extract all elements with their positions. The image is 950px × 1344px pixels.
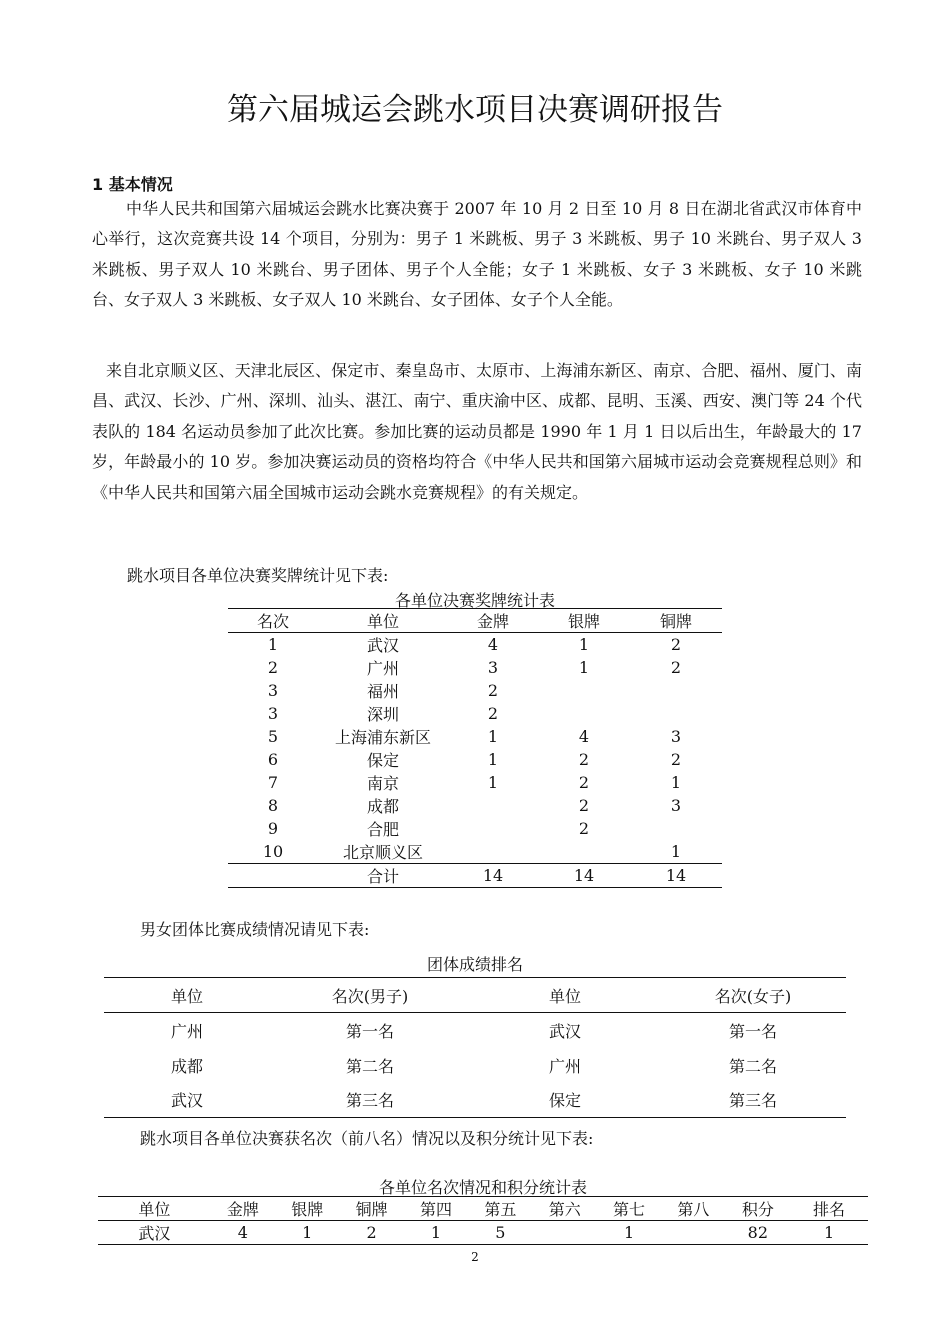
table-cell: 4	[578, 727, 590, 746]
team-table-header	[104, 978, 846, 1013]
table-cell	[448, 794, 538, 817]
table-cell: 第三名	[345, 1091, 394, 1111]
header-cell: 单位	[548, 986, 581, 1006]
table-cell: 保定	[548, 1091, 581, 1111]
table-cell: 武汉	[138, 1224, 171, 1243]
table-cell: 1	[623, 1223, 635, 1242]
page-number: 2	[471, 1250, 479, 1264]
header-cell: 名次(男子)	[331, 986, 409, 1006]
table-cell: 1	[267, 635, 279, 654]
table-cell: 1	[670, 842, 682, 861]
table-cell: 2	[487, 704, 499, 723]
table-cell: 2	[670, 658, 682, 677]
table-row	[104, 1048, 846, 1083]
score-table	[98, 1196, 868, 1245]
table-cell: 北京顺义区	[342, 843, 423, 862]
table-cell	[630, 702, 722, 725]
header-cell: 单位	[170, 986, 203, 1006]
team-table-caption: 团体成绩排名	[426, 955, 523, 974]
paragraph-teams: 来自北京顺义区、天津北辰区、保定市、秦皇岛市、太原市、上海浦东新区、南京、合肥、福州、厦门、南昌、武汉、长沙、广州、深圳、汕头、湛江、南宁、重庆渝中区、成都、昆明、玉溪、西安、澳门等 24 个代表队的 184 名运动员参加了此次比赛。参加比赛的运动员都是 1990 年 1 月 1 日以后出生，年龄最大的 17 岁，年龄最小的 10 岁。参加决赛运动员的资格均符合《中华人民共和国第六届城市运动会竞赛规程总则》和《中华人民共和国第六届全国城市运动会跳水竞赛规程》的有关规定。	[92, 361, 862, 502]
table-cell: 1	[487, 750, 499, 769]
table-cell: 5	[267, 727, 279, 746]
table-row	[228, 702, 722, 725]
table-cell: 5	[495, 1223, 506, 1242]
header-cell: 铜牌	[659, 612, 692, 631]
table-cell: 武汉	[170, 1091, 203, 1111]
medal-intro-text: 跳水项目各单位决赛奖牌统计见下表:	[127, 566, 389, 585]
table-cell	[630, 817, 722, 840]
table-cell: 2	[670, 635, 682, 654]
table-cell: 4	[487, 635, 499, 654]
table-cell: 2	[578, 796, 590, 815]
table-row	[228, 771, 722, 794]
team-table	[104, 977, 846, 1118]
header-cell: 第五	[484, 1200, 517, 1219]
table-cell: 2	[578, 750, 590, 769]
paragraph-intro: 中华人民共和国第六届城运会跳水比赛决赛于 2007 年 10 月 2 日至 10 月 8 日在湖北省武汉市体育中心举行，这次竞赛共设 14 个项目，分别为：男子 1 米跳板、男子 3 米跳板、男子 10 米跳台、男子双人 3 米跳板、男子双人 10 米跳台、男子团体、男子个人全能；女子 1 米跳板、女子 3 米跳板、女子 10 米跳台、女子双人 3 米跳板、女子双人 10 米跳台、女子团体、女子个人全能。	[92, 199, 862, 310]
table-cell	[228, 864, 318, 888]
table-cell: 广州	[548, 1056, 581, 1076]
table-cell: 第一名	[728, 1021, 777, 1041]
table-row	[98, 1221, 868, 1245]
table-cell: 深圳	[366, 705, 399, 724]
table-row	[104, 1013, 846, 1048]
table-cell	[448, 840, 538, 864]
table-cell: 广州	[366, 659, 399, 678]
document-title: 第六届城运会跳水项目决赛调研报告	[227, 92, 723, 128]
table-row	[228, 633, 722, 657]
table-cell: 7	[267, 773, 279, 792]
table-cell: 14	[665, 866, 687, 885]
table-row	[228, 725, 722, 748]
table-row	[228, 679, 722, 702]
table-cell: 3	[670, 796, 682, 815]
team-intro-text: 男女团体比赛成绩情况请见下表:	[140, 920, 370, 939]
table-cell: 南京	[366, 774, 399, 793]
table-cell: 2	[487, 681, 499, 700]
table-cell: 广州	[170, 1021, 203, 1041]
table-cell: 福州	[366, 682, 399, 701]
table-cell	[538, 679, 630, 702]
table-cell: 第三名	[728, 1091, 777, 1111]
table-cell: 3	[670, 727, 682, 746]
table-cell: 第二名	[728, 1056, 777, 1076]
header-cell: 银牌	[291, 1200, 324, 1219]
table-cell: 合计	[366, 867, 399, 886]
table-row	[228, 748, 722, 771]
table-cell: 2	[578, 819, 590, 838]
table-cell: 14	[573, 866, 595, 885]
table-cell: 1	[578, 658, 590, 677]
table-cell: 2	[670, 750, 682, 769]
table-cell	[538, 702, 630, 725]
header-cell: 名次	[256, 612, 289, 631]
table-cell: 3	[267, 704, 279, 723]
table-cell	[661, 1221, 725, 1245]
score-table-header	[98, 1197, 868, 1221]
table-cell: 14	[482, 866, 504, 885]
header-cell: 第七	[613, 1200, 646, 1219]
table-cell: 1	[487, 773, 499, 792]
header-cell: 排名	[813, 1200, 846, 1219]
table-cell: 1	[487, 727, 499, 746]
header-cell: 名次(女子)	[714, 986, 792, 1006]
table-row	[228, 817, 722, 840]
table-row	[228, 794, 722, 817]
header-cell: 单位	[138, 1200, 171, 1219]
header-cell: 第四	[419, 1200, 452, 1219]
header-cell: 积分	[741, 1200, 774, 1219]
table-cell: 上海浦东新区	[334, 728, 431, 747]
table-cell: 3	[267, 681, 279, 700]
table-cell: 3	[487, 658, 499, 677]
table-cell: 合肥	[366, 820, 399, 839]
table-row	[228, 840, 722, 864]
table-cell: 第一名	[345, 1021, 394, 1041]
table-cell: 8	[267, 796, 279, 815]
section-heading: 1 基本情况	[92, 175, 173, 194]
header-cell: 单位	[366, 612, 399, 631]
total-row	[228, 864, 722, 888]
header-cell: 金牌	[476, 612, 509, 631]
table-cell: 1	[670, 773, 682, 792]
table-cell: 第二名	[345, 1056, 394, 1076]
table-cell	[448, 817, 538, 840]
medal-table-caption: 各单位决赛奖牌统计表	[394, 591, 555, 610]
table-cell: 保定	[366, 751, 399, 770]
table-cell: 1	[430, 1223, 442, 1242]
table-cell: 10	[262, 842, 284, 861]
table-row	[228, 656, 722, 679]
table-cell: 1	[578, 635, 590, 654]
table-cell: 1	[302, 1223, 313, 1242]
table-cell: 6	[267, 750, 279, 769]
table-cell: 成都	[170, 1056, 203, 1076]
header-cell: 第八	[677, 1200, 710, 1219]
table-cell: 成都	[366, 797, 399, 816]
score-table-caption: 各单位名次情况和积分统计表	[378, 1178, 587, 1197]
score-intro-text: 跳水项目各单位决赛获名次（前八名）情况以及积分统计见下表:	[140, 1129, 594, 1148]
table-cell: 82	[747, 1223, 769, 1242]
table-cell: 武汉	[366, 636, 399, 655]
table-row	[104, 1083, 846, 1118]
table-cell: 2	[267, 658, 279, 677]
medal-table	[228, 608, 722, 888]
table-cell: 武汉	[548, 1021, 581, 1041]
header-cell: 银牌	[567, 612, 600, 631]
table-cell	[533, 1221, 597, 1245]
table-cell: 2	[578, 773, 590, 792]
header-cell: 铜牌	[355, 1200, 388, 1219]
table-cell: 4	[237, 1223, 248, 1242]
header-cell: 第六	[548, 1200, 581, 1219]
table-cell: 2	[366, 1223, 377, 1242]
header-cell: 金牌	[226, 1200, 259, 1219]
table-cell: 9	[267, 819, 279, 838]
table-cell	[630, 679, 722, 702]
table-cell: 1	[823, 1223, 835, 1242]
table-cell	[538, 840, 630, 864]
medal-table-header	[228, 609, 722, 633]
